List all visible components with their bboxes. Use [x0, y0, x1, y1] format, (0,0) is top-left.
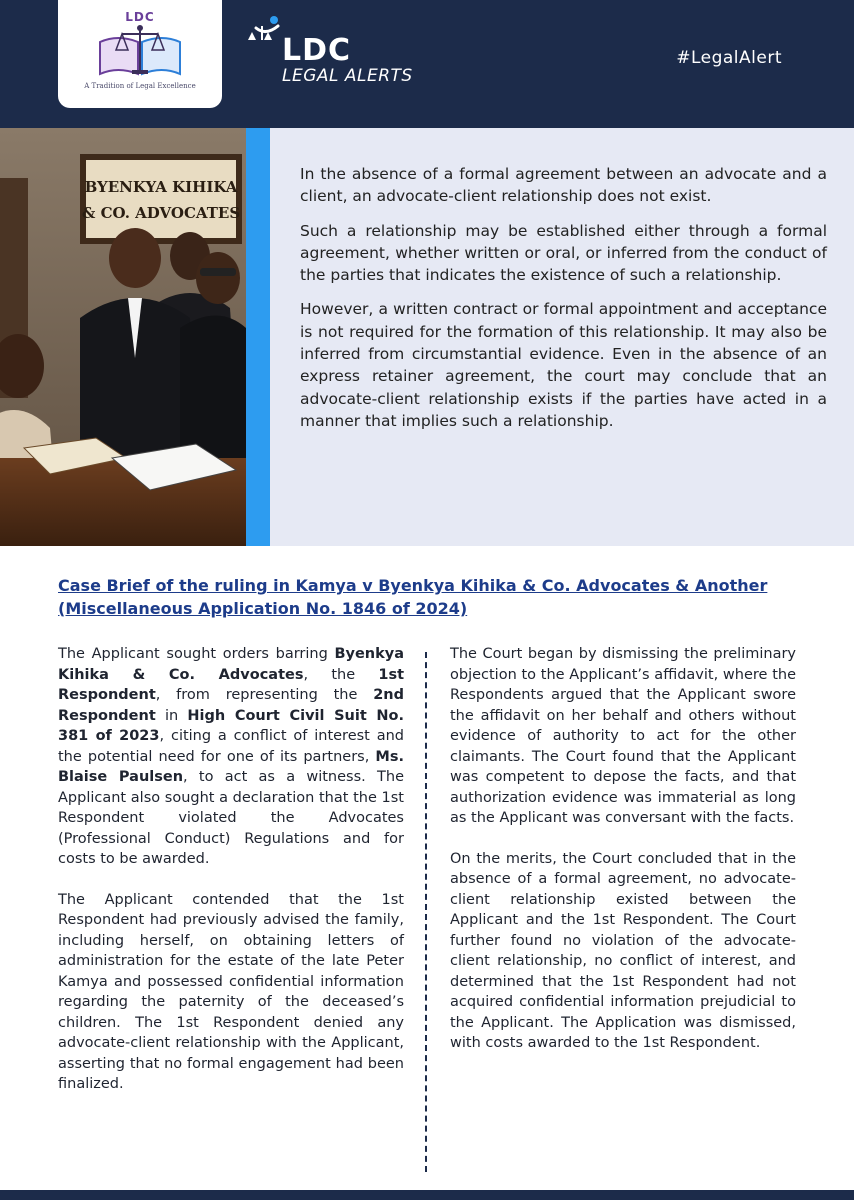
brand-subtitle: LEGAL ALERTS [282, 66, 413, 86]
left-paragraph-2: The Applicant contended that the 1st Respondent had previously advised the family, including herself, on obtaining letters of administration for the estate of the late Peter Kamya and possessed confidential information regarding the paternity of the deceased’s children. The 1st Respondent denied any advocate-client relationship with the Applicant, asserting that no formal engagement had been finalized. [58, 891, 404, 1092]
hashtag: #LegalAlert [676, 48, 782, 68]
case-left-column [58, 644, 404, 1115]
intro-panel [270, 128, 854, 546]
text-run: The Applicant sought orders barring [58, 646, 335, 662]
courtroom-illustration [0, 128, 246, 546]
intro-text [300, 163, 827, 444]
illustration-photo [0, 128, 246, 546]
right-paragraph-2: On the merits, the Court concluded that in the absence of a formal agreement, no advocate-client relationship existed between the Applicant and the 1st Respondent. The Court further found no violation of the advocate-client relationship, no conflict of interest, and determined that the 1st Respondent had not acquired confidential information prejudicial to the Applicant. The Application was dismissed, with costs awarded to the 1st Respondent. [450, 850, 796, 1051]
intro-paragraph-1: In the absence of a formal agreement between an advocate and a client, an advocate-client relationship does not exist. [300, 165, 827, 206]
sign-line-2: & CO. ADVOCATES [81, 204, 241, 222]
scales-figure-icon [248, 14, 284, 44]
civil-suit-ref: High Court Civil Suit No. 381 of 2023 [58, 707, 404, 744]
text-run: , citing a conflict of interest and the potential need for one of its partners, [58, 728, 404, 765]
text-run: , the [303, 666, 379, 683]
right-paragraph-1: The Court began by dismissing the preliminary objection to the Applicant’s affidavit, where the Respondents argued that the Applicant swore the affidavit on her behalf and others without evidence of authority to act for the other claimants. The Court found that the Applicant was competent to depose the facts, and that authorization evidence was immaterial as long as the Applicant was conversant with the facts. [450, 646, 796, 826]
logo-card [58, 0, 222, 108]
logo-tagline: A Tradition of Legal Excellence [84, 82, 196, 90]
sign-line-1: BYENKYA KIHIKA [84, 178, 238, 196]
logo-mark: LDC [125, 10, 155, 24]
respondent-2-label: 2nd Respondent [58, 687, 404, 724]
scales-book-icon [96, 22, 184, 80]
text-run: , to act as a witness. The Applicant also sought a declaration that the 1st Respondent violated the Advocates (Professional Conduct) Regulations and for costs to be awarded. [58, 769, 404, 867]
partner-name: Ms. Blaise Paulsen [58, 748, 404, 785]
respondent-1-name: Byenkya Kihika & Co. Advocates [58, 646, 404, 683]
footer-bar [0, 1190, 854, 1200]
brand-name: LDC [282, 33, 352, 68]
intro-paragraph-2: Such a relationship may be established either through a formal agreement, whether written or oral, or inferred from the conduct of the parties that indicates the existence of such a relationship. [300, 221, 827, 285]
intro-paragraph-3: However, a written contract or formal appointment and acceptance is not required for the formation of this relationship. It may also be inferred from circumstantial evidence. Even in the absence of an express retainer agreement, the court may conclude that an advocate-client relationship exists if the parties have acted in a manner that implies such a relationship. [300, 300, 827, 430]
respondent-1-label: 1st Respondent [58, 666, 405, 703]
header-banner [0, 0, 854, 128]
case-brief-title: Case Brief of the ruling in Kamya v Byenkya Kihika & Co. Advocates & Another (Miscellaneous Application No. 1846 of 2024) [58, 576, 768, 618]
text-run: , from representing the [155, 687, 374, 703]
case-right-column [450, 644, 796, 1074]
text-run: in [155, 707, 188, 724]
column-divider [425, 652, 427, 1172]
accent-bar [246, 128, 270, 546]
left-paragraph-1 [58, 644, 404, 870]
